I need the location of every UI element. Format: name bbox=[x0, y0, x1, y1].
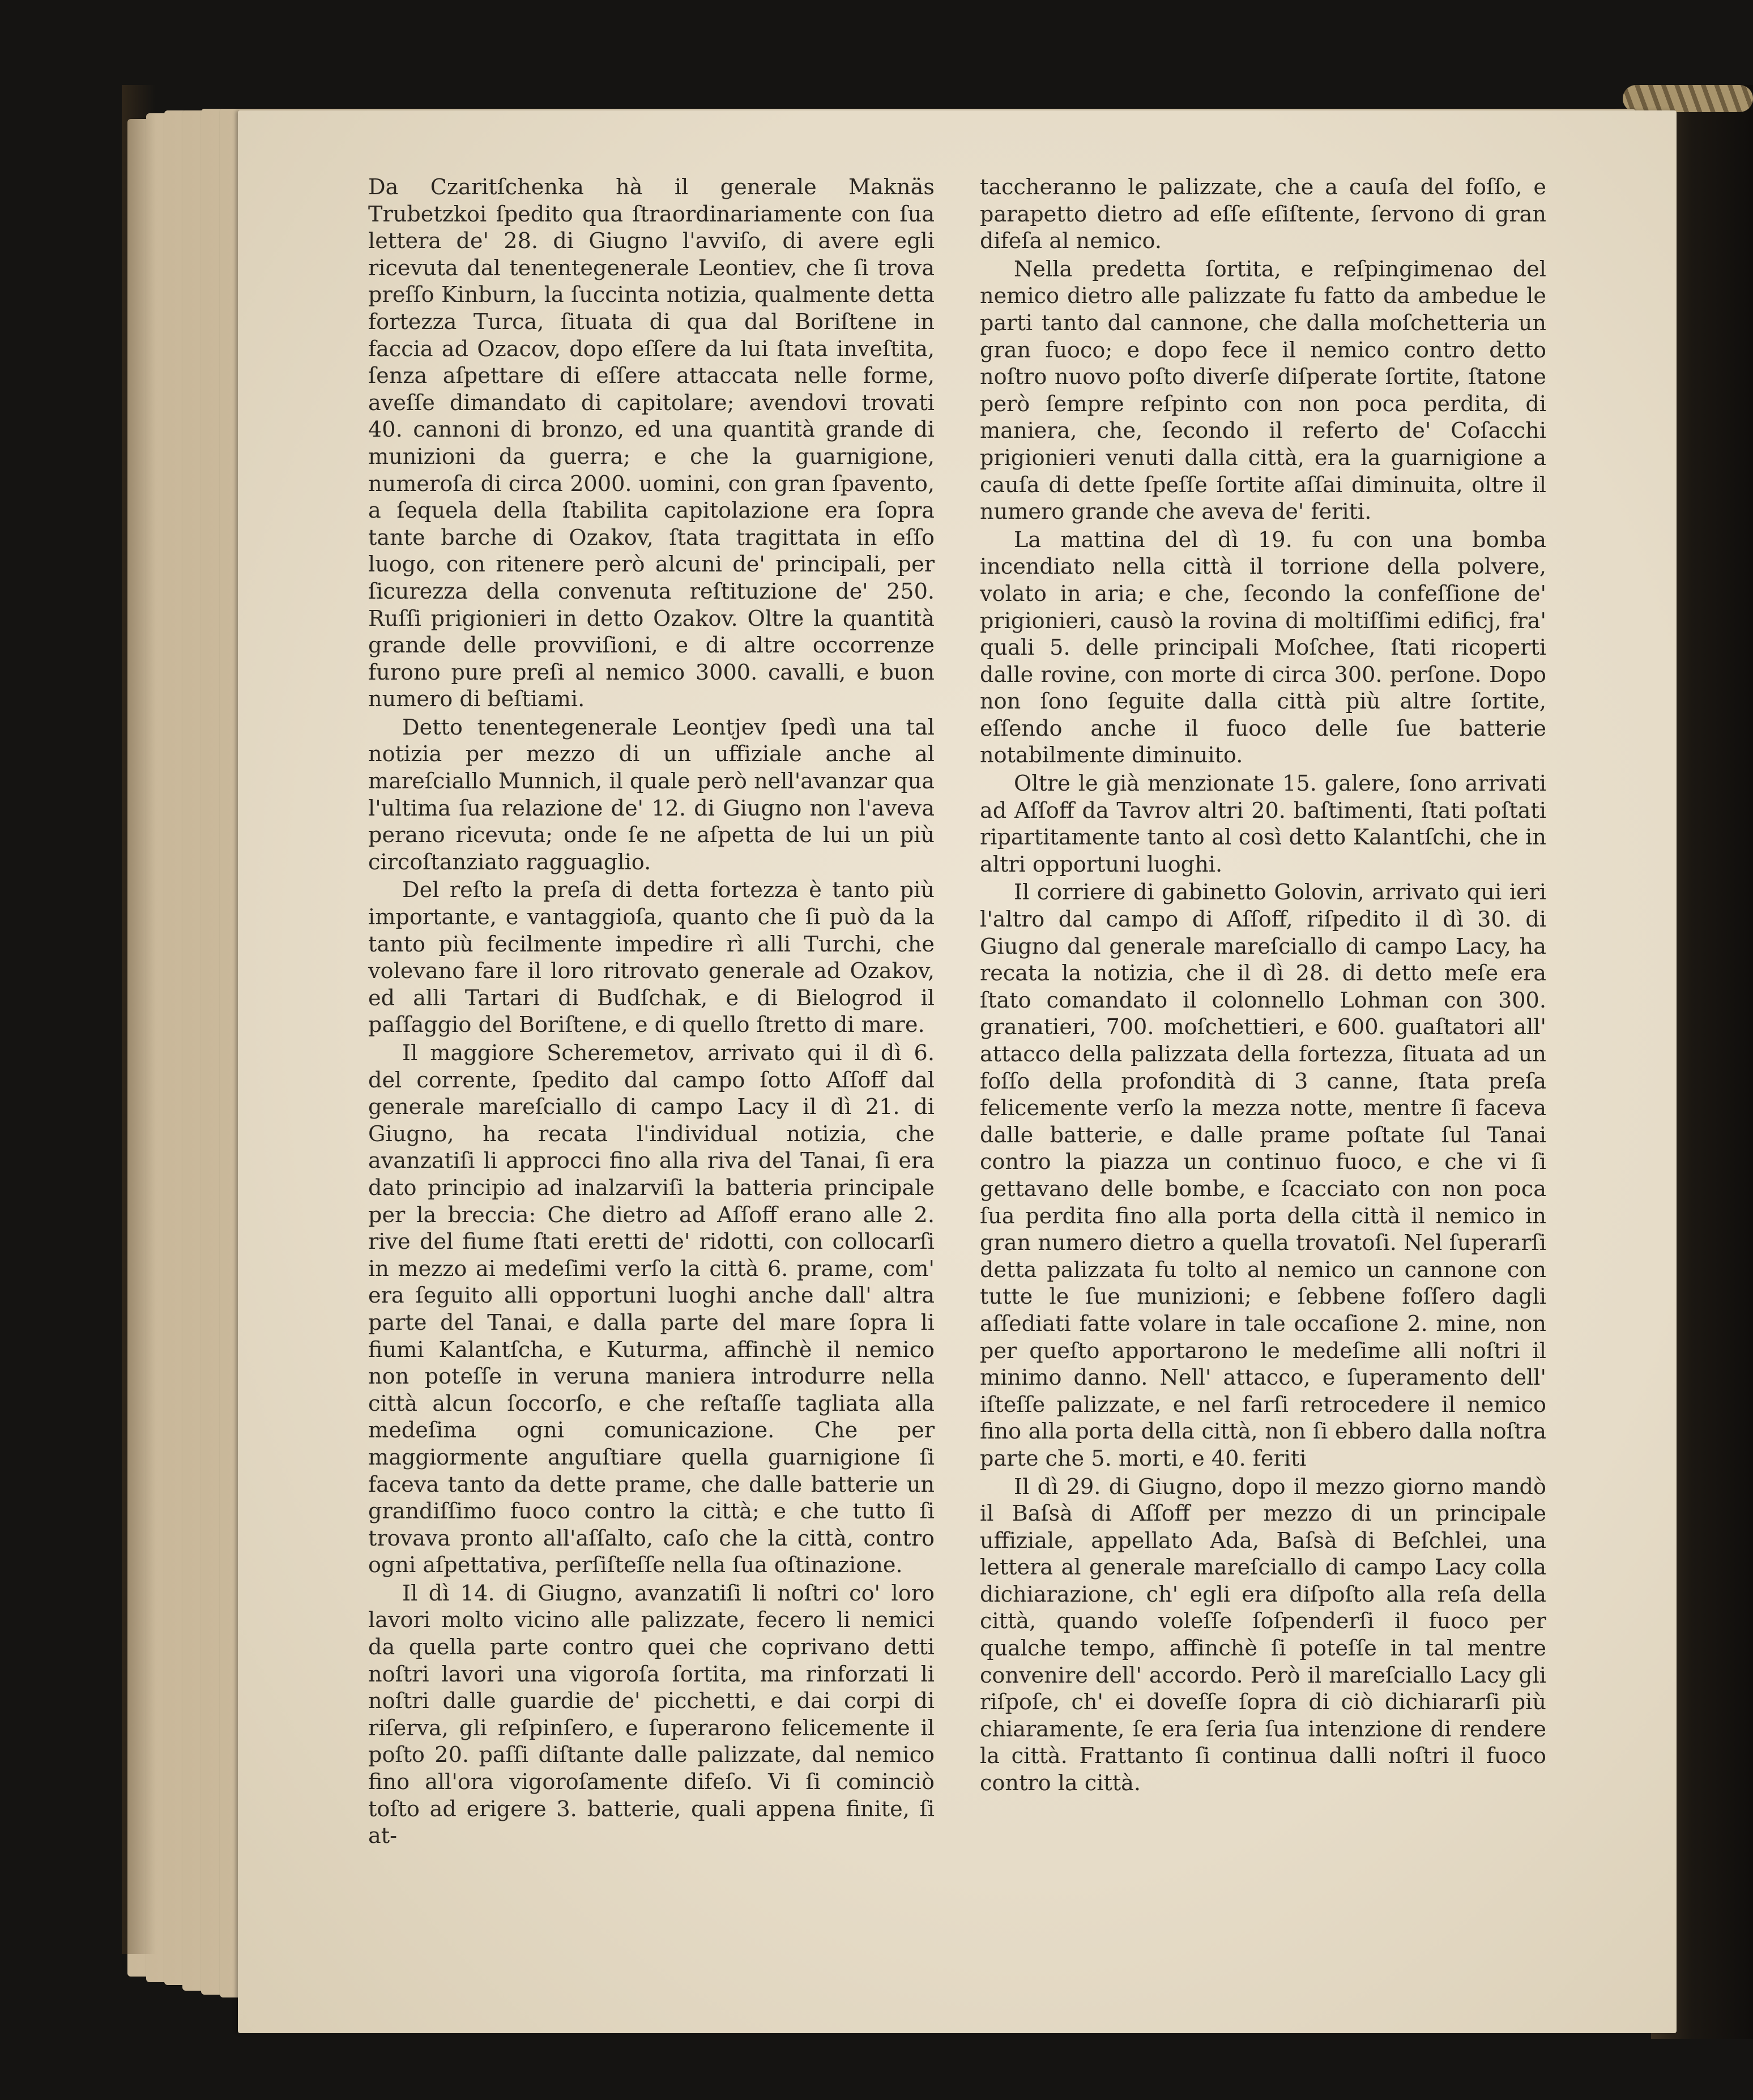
binding-cord bbox=[1623, 85, 1753, 112]
paragraph: Da Czaritſchenka hà il generale Maknäs Trubetzkoi ſpedito qua ſtraordinariamente con ſua lettera de' 28. di Giugno l'avviſo, di avere egli ricevuta dal tenentegenerale Leontiev, che ſi trova preſſo Kinburn, la ſuccinta notizia, qualmente detta fortezza Turca, ſituata di qua dal Boriſtene in faccia ad Ozacov, dopo eſſere da lui ſtata inveſtita, ſenza aſpettare di eſſere attaccata nelle forme, aveſſe dimandato di capitolare; avendovi trovati 40. cannoni di bronzo, ed una quantità grande di munizioni da guerra; e che la guarnigione, numeroſa di circa 2000. uomini, con gran ſpavento, a ſequela della ſtabilita capitolazione era ſopra tante barche di Ozakov, ſtata tragittata in eſſo luogo, con ritenere però alcuni de' principali, per ſicurezza della convenuta reſtituzione de' 250. Ruſſi prigionieri in detto Ozakov. Oltre la quantità grande delle provviſioni, e di altre occorrenze furono pure preſi al nemico 3000. cavalli, e buon numero di beſtiami. bbox=[368, 175, 935, 712]
text-column-right bbox=[980, 174, 1546, 1798]
paragraph: Del reſto la preſa di detta fortezza è tanto più importante, e vantaggioſa, quanto che ſi può da la tanto più fecilmente impedire rì alli Turchi, che volevano fare il loro ritrovato generale ad Ozakov, ed alli Tartari di Budſchak, e di Bielogrod il paſſaggio del Boriſtene, e di quello ſtretto di mare. bbox=[368, 878, 935, 1038]
paragraph: Nella predetta ſortita, e reſpingimenao del nemico dietro alle palizzate fu fatto da ambedue le parti tanto dal cannone, che dalla moſchetteria un gran fuoco; e dopo fece il nemico contro detto noſtro nuovo poſto diverſe diſperate ſortite, ſtatone però ſempre reſpinto con non poca perdita, di maniera, che, ſecondo il referto de' Coſacchi prigionieri venuti dalla città, era la guarnigione a cauſa di dette ſpeſſe ſortite aſſai diminuita, oltre il numero grande che aveva de' feriti. bbox=[980, 257, 1546, 525]
paragraph: Detto tenentegenerale Leontjev ſpedì una tal notizia per mezzo di un uffiziale anche al mareſciallo Munnich, il quale però nell'avanzar qua l'ultima ſua relazione de' 12. di Giugno non l'aveva perano ricevuta; onde ſe ne aſpetta de lui un più circoſtanziato ragguaglio. bbox=[368, 715, 935, 875]
paragraph: La mattina del dì 19. fu con una bomba incendiato nella città il torrione della polvere, volato in aria; e che, ſecondo la confeſſione de' prigionieri, causò la rovina di moltiſſimi edificj, fra' quali 5. delle principali Moſchee, ſtati ricoperti dalle rovine, con morte di circa 300. perſone. Dopo non ſono ſeguite dalla città più altre ſortite, eſſendo anche il fuoco delle ſue batterie notabilmente diminuito. bbox=[980, 527, 1546, 769]
paragraph: Il corriere di gabinetto Golovin, arrivato qui ieri l'altro dal campo di Aſſoff, riſpedito il dì 30. di Giugno dal generale mareſciallo di campo Lacy, ha recata la notizia, che il dì 28. di detto meſe era ſtato comandato il colonnello Lohman con 300. granatieri, 700. moſchettieri, e 600. guaſtatori all' attacco della palizzata della fortezza, ſituata ad un foſſo della profondità di 3 canne, ſtata preſa felicemente verſo la mezza notte, mentre ſi faceva dalle batterie, e dalle prame poſtate ſul Tanai contro la piazza un continuo fuoco, e che vi ſi gettavano delle bombe, e ſcacciato con non poca ſua perdita fino alla porta della città il nemico in gran numero dietro a quella trovatoſi. Nel ſuperarſi detta palizzata fu tolto al nemico un cannone con tutte le ſue munizioni; e ſebbene foſſero dagli aſſediati fatte volare in tale occaſione 2. mine, non per queſto apportarono le medeſime alli noſtri il minimo danno. Nell' attacco, e ſuperamento dell' iſteſſe palizzate, e nel farſi retrocedere il nemico fino alla porta della città, non ſi ebbero dalla noſtra parte che 5. morti, e 40. feriti bbox=[980, 880, 1546, 1471]
paragraph: Oltre le già menzionate 15. galere, ſono arrivati ad Aſſoff da Tavrov altri 20. baſtimenti, ſtati poſtati ripartitamente tanto al così detto Kalantſchi, che in altri opportuni luoghi. bbox=[980, 771, 1546, 877]
paragraph: taccheranno le palizzate, che a cauſa del foſſo, e parapetto dietro ad eſſe eſiſtente, ſervono di gran difeſa al nemico. bbox=[980, 175, 1546, 254]
paragraph: Il dì 14. di Giugno, avanzatiſi li noſtri co' loro lavori molto vicino alle palizzate, fecero li nemici da quella parte contro quei che coprivano detti noſtri lavori una vigoroſa ſortita, ma rinforzati li noſtri dalle guardie de' picchetti, e dai corpi di riſerva, gli reſpinſero, e ſuperarono felicemente il poſto 20. paſſi diſtante dalle palizzate, dal nemico fino all'ora vigoroſamente difeſo. Vi ſi cominciò toſto ad erigere 3. batterie, quali appena finite, ſi at- bbox=[368, 1581, 935, 1849]
paragraph: Il maggiore Scheremetov, arrivato qui il dì 6. del corrente, ſpedito dal campo ſotto Aſſoff dal generale mareſciallo di campo Lacy il dì 21. di Giugno, ha recata l'individual notizia, che avanzatiſi li approcci fino alla riva del Tanai, ſi era dato principio ad inalzarviſi la batteria principale per la breccia: Che dietro ad Aſſoff erano alle 2. rive del fiume ſtati eretti de' ridotti, con collocarſi in mezzo ai medeſimi verſo la città 6. prame, com' era ſeguito alli opportuni luoghi anche dall' altra parte del Tanai, e dalla parte del mare ſopra li fiumi Kalantſcha, e Kuturma, affinchè il nemico non poteſſe in veruna maniera introdurre nella città alcun ſoccorſo, e che reſtaſſe tagliata alla medeſima ogni comunicazione. Che per maggiormente anguſtiare quella guarnigione ſi faceva tanto da dette prame, che dalle batterie un grandiſſimo fuoco contro la città; e che tutto ſi trovava pronto all'aſſalto, caſo che la città, contro ogni aſpettativa, perſiſteſſe nella ſua oſtinazione. bbox=[368, 1041, 935, 1578]
text-column-left bbox=[368, 174, 935, 1850]
paragraph: Il dì 29. di Giugno, dopo il mezzo giorno mandò il Baſsà di Aſſoff per mezzo di un principale uffiziale, appellato Ada, Baſsà di Beſchlei, una lettera al generale mareſciallo di campo Lacy colla dichiarazione, ch' egli era diſpoſto alla reſa della città, quando voleſſe ſoſpenderſi il fuoco per qualche tempo, affinchè ſi poteſſe in tal mentre convenire dell' accordo. Però il mareſciallo Lacy gli riſpoſe, ch' ei doveſſe ſopra di ciò dichiararſi più chiaramente, ſe era ſeria ſua intenzione di rendere la città. Frattanto ſi continua dalli noſtri il fuoco contro la città. bbox=[980, 1474, 1546, 1796]
